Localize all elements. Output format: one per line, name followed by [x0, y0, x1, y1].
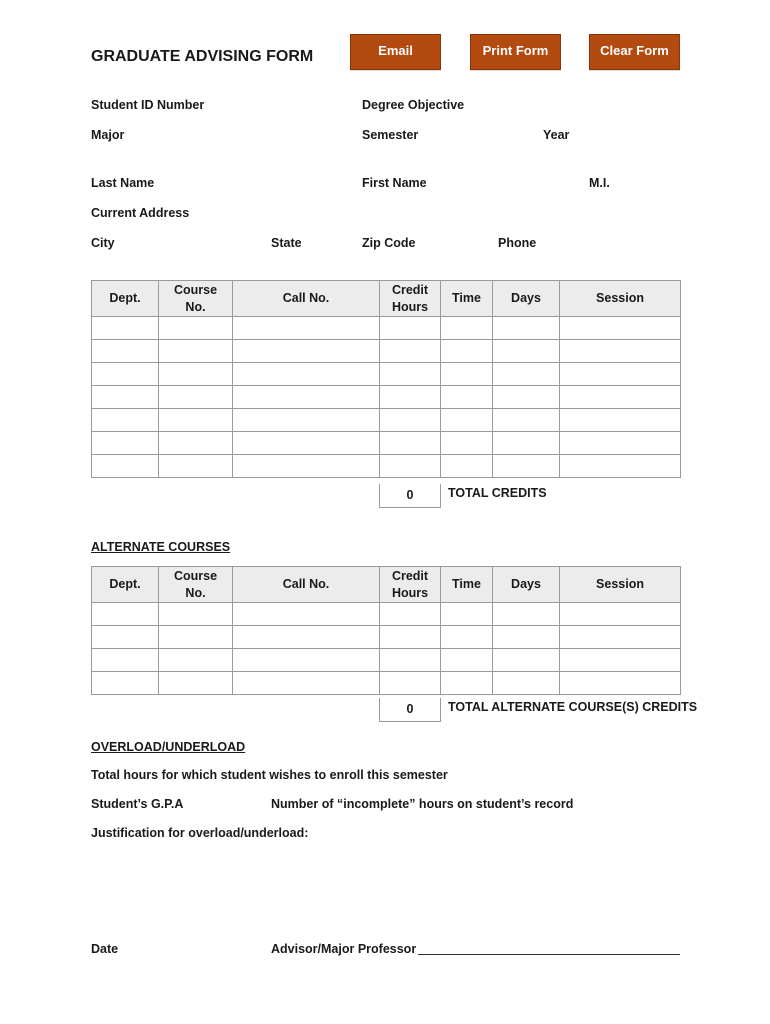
course-row — [92, 455, 681, 478]
alternate-cell-days[interactable] — [493, 626, 560, 649]
alternate-row — [92, 603, 681, 626]
course-cell-session[interactable] — [560, 386, 681, 409]
course-cell-call-no[interactable] — [233, 455, 380, 478]
course-cell-time[interactable] — [441, 455, 493, 478]
course-cell-time[interactable] — [441, 363, 493, 386]
alternate-cell-course-no[interactable] — [159, 603, 233, 626]
course-row — [92, 432, 681, 455]
alt-header-course-no: Course No. — [159, 567, 233, 603]
date-label: Date — [91, 942, 119, 956]
alternate-cell-dept[interactable] — [92, 603, 159, 626]
alternate-row — [92, 672, 681, 695]
course-cell-course-no[interactable] — [159, 455, 233, 478]
course-cell-session[interactable] — [560, 340, 681, 363]
alt-header-dept: Dept. — [92, 567, 159, 603]
total-credits-label: TOTAL CREDITS — [448, 486, 547, 500]
course-cell-days[interactable] — [493, 386, 560, 409]
header-session: Session — [560, 281, 681, 317]
advisor-label: Advisor/Major Professor — [271, 942, 417, 956]
course-cell-call-no[interactable] — [233, 432, 380, 455]
alternate-cell-call-no[interactable] — [233, 603, 380, 626]
alternate-cell-call-no[interactable] — [233, 672, 380, 695]
alternate-cell-time[interactable] — [441, 626, 493, 649]
alternate-row — [92, 649, 681, 672]
alternate-cell-course-no[interactable] — [159, 626, 233, 649]
alternate-cell-time[interactable] — [441, 672, 493, 695]
course-cell-days[interactable] — [493, 363, 560, 386]
course-cell-days[interactable] — [493, 340, 560, 363]
first-name-label: First Name — [362, 176, 427, 190]
clear-form-button[interactable]: Clear Form — [589, 34, 680, 70]
course-cell-dept[interactable] — [92, 386, 159, 409]
course-cell-dept[interactable] — [92, 432, 159, 455]
alternate-cell-session[interactable] — [560, 672, 681, 695]
course-cell-call-no[interactable] — [233, 363, 380, 386]
course-row — [92, 363, 681, 386]
alternate-cell-credit-hours[interactable] — [380, 672, 441, 695]
last-name-label: Last Name — [91, 176, 155, 190]
course-row — [92, 340, 681, 363]
alternate-cell-session[interactable] — [560, 649, 681, 672]
alternate-course-table — [91, 566, 681, 695]
alternate-cell-dept[interactable] — [92, 672, 159, 695]
course-row — [92, 409, 681, 432]
alternate-row — [92, 626, 681, 649]
incomplete-hours-label: Number of “incomplete” hours on student’s record — [271, 797, 574, 811]
gpa-label: Student’s G.P.A — [91, 797, 184, 811]
course-cell-credit-hours[interactable] — [380, 340, 441, 363]
course-cell-time[interactable] — [441, 386, 493, 409]
course-cell-session[interactable] — [560, 432, 681, 455]
course-cell-credit-hours[interactable] — [380, 432, 441, 455]
course-cell-course-no[interactable] — [159, 317, 233, 340]
course-cell-dept[interactable] — [92, 340, 159, 363]
course-cell-course-no[interactable] — [159, 432, 233, 455]
advisor-signature-line[interactable] — [418, 954, 680, 955]
course-cell-credit-hours[interactable] — [380, 317, 441, 340]
alt-header-credit-hours: Credit Hours — [380, 567, 441, 603]
course-cell-credit-hours[interactable] — [380, 409, 441, 432]
alternate-cell-credit-hours[interactable] — [380, 603, 441, 626]
course-cell-session[interactable] — [560, 409, 681, 432]
course-cell-session[interactable] — [560, 363, 681, 386]
course-cell-credit-hours[interactable] — [380, 363, 441, 386]
alternate-cell-dept[interactable] — [92, 649, 159, 672]
alternate-cell-dept[interactable] — [92, 626, 159, 649]
alt-header-call-no: Call No. — [233, 567, 380, 603]
email-button[interactable]: Email — [350, 34, 441, 70]
alternate-cell-call-no[interactable] — [233, 626, 380, 649]
course-cell-dept[interactable] — [92, 409, 159, 432]
course-cell-call-no[interactable] — [233, 340, 380, 363]
course-cell-call-no[interactable] — [233, 409, 380, 432]
course-cell-credit-hours[interactable] — [380, 386, 441, 409]
alt-header-session: Session — [560, 567, 681, 603]
overload-underload-heading: OVERLOAD/UNDERLOAD — [91, 740, 246, 754]
total-credits-value[interactable]: 0 — [379, 484, 441, 508]
course-cell-dept[interactable] — [92, 455, 159, 478]
alternate-cell-credit-hours[interactable] — [380, 626, 441, 649]
course-cell-time[interactable] — [441, 432, 493, 455]
header-time: Time — [441, 281, 493, 317]
semester-label: Semester — [362, 128, 419, 142]
alternate-cell-credit-hours[interactable] — [380, 649, 441, 672]
alt-header-time: Time — [441, 567, 493, 603]
current-address-label: Current Address — [91, 206, 190, 220]
header-call-no: Call No. — [233, 281, 380, 317]
total-hours-label: Total hours for which student wishes to enroll this semester — [91, 768, 448, 782]
alternate-cell-time[interactable] — [441, 649, 493, 672]
course-cell-days[interactable] — [493, 409, 560, 432]
course-cell-session[interactable] — [560, 317, 681, 340]
course-cell-time[interactable] — [441, 409, 493, 432]
alternate-cell-session[interactable] — [560, 603, 681, 626]
header-dept: Dept. — [92, 281, 159, 317]
course-cell-course-no[interactable] — [159, 340, 233, 363]
header-credit-hours: Credit Hours — [380, 281, 441, 317]
header-days: Days — [493, 281, 560, 317]
zip-code-label: Zip Code — [362, 236, 416, 250]
state-label: State — [271, 236, 302, 250]
city-label: City — [91, 236, 115, 250]
header-course-no: Course No. — [159, 281, 233, 317]
course-cell-days[interactable] — [493, 432, 560, 455]
course-cell-course-no[interactable] — [159, 386, 233, 409]
alternate-cell-course-no[interactable] — [159, 649, 233, 672]
alternate-table-header — [92, 567, 681, 603]
course-cell-course-no[interactable] — [159, 409, 233, 432]
student-id-label: Student ID Number — [91, 98, 205, 112]
total-alternate-credits-value[interactable]: 0 — [379, 698, 441, 722]
course-cell-time[interactable] — [441, 317, 493, 340]
course-cell-dept[interactable] — [92, 363, 159, 386]
course-table — [91, 280, 681, 478]
year-label: Year — [543, 128, 570, 142]
course-cell-days[interactable] — [493, 455, 560, 478]
alternate-cell-days[interactable] — [493, 649, 560, 672]
course-cell-call-no[interactable] — [233, 386, 380, 409]
major-label: Major — [91, 128, 125, 142]
course-cell-credit-hours[interactable] — [380, 455, 441, 478]
total-alternate-credits-label: TOTAL ALTERNATE COURSE(S) CREDITS — [448, 700, 698, 714]
alternate-cell-time[interactable] — [441, 603, 493, 626]
alternate-cell-course-no[interactable] — [159, 672, 233, 695]
print-form-button[interactable]: Print Form — [470, 34, 561, 70]
degree-objective-label: Degree Objective — [362, 98, 465, 112]
alternate-cell-days[interactable] — [493, 672, 560, 695]
course-cell-dept[interactable] — [92, 317, 159, 340]
course-cell-days[interactable] — [493, 317, 560, 340]
alternate-cell-session[interactable] — [560, 626, 681, 649]
alternate-cell-call-no[interactable] — [233, 649, 380, 672]
phone-label: Phone — [498, 236, 537, 250]
course-row — [92, 317, 681, 340]
alt-header-days: Days — [493, 567, 560, 603]
middle-initial-label: M.I. — [589, 176, 610, 190]
course-table-header — [92, 281, 681, 317]
course-cell-course-no[interactable] — [159, 363, 233, 386]
form-title: GRADUATE ADVISING FORM — [91, 48, 314, 65]
alternate-cell-days[interactable] — [493, 603, 560, 626]
course-row — [92, 386, 681, 409]
course-cell-call-no[interactable] — [233, 317, 380, 340]
course-cell-time[interactable] — [441, 340, 493, 363]
justification-label: Justification for overload/underload: — [91, 826, 309, 840]
alternate-courses-heading: ALTERNATE COURSES — [91, 540, 231, 554]
course-cell-session[interactable] — [560, 455, 681, 478]
